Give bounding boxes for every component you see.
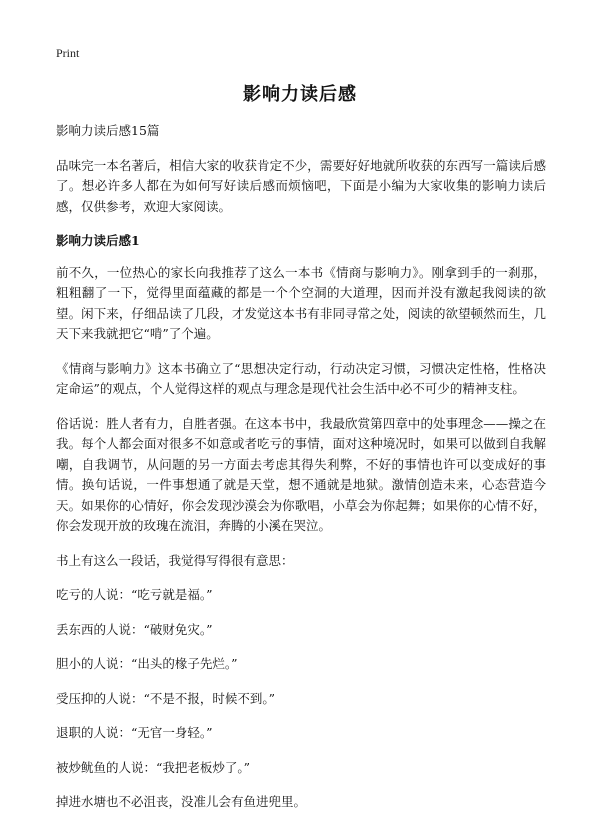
intro-paragraph: 品味完一本名著后，相信大家的收获肯定不少，需要好好地就所收获的东西写一篇读后感了。想必许多人都在为如何写好读后感而烦恼吧，下面是小编为大家收集的影响力读后感，仅供参考，欢迎大家阅读。 [56,157,546,214]
quote-line-4: 受压抑的人说：“不是不报，时候不到。” [56,690,276,706]
paragraph-3: 俗话说：胜人者有力，自胜者强。在这本书中，我最欣赏第四章中的处事理念——操之在我。每个人都会面对很多不如意或者吃亏的事情，面对这种境况时，如果可以做到自我解嘲，自我调节，从问题的另一方面去考虑其得失利弊，不好的事情也许可以变成好的事情。换句话说，一件事想通了就是天堂，想不通就是地狱。激情创造未来，心态营造今天。如果你的心情好，你会发现沙漠会为你歌唱，小草会为你起舞；如果你的心情不好，你会发现开放的玫瑰在流泪，奔腾的小溪在哭泣。 [56,415,546,533]
quote-line-3: 胆小的人说：“出头的椽子先烂。” [56,656,238,671]
quote-line-2: 丢东西的人说：“破财免灾。” [56,621,213,637]
article-subtitle: 影响力读后感15篇 [56,123,160,138]
page-title: 影响力读后感 [243,84,357,105]
article-body [56,121,546,827]
section-heading: 影响力读后感1 [56,233,140,248]
print-link[interactable]: Print [56,46,80,60]
closing-line: 掉进水塘也不必沮丧，没准儿会有鱼进兜里。 [56,794,307,809]
paragraph-4: 书上有这么一段话，我觉得写得很有意思： [56,552,294,568]
paragraph-1: 前不久，一位热心的家长向我推荐了这么一本书《情商与影响力》。刚拿到手的一刹那，粗粗翻了一下，觉得里面蕴藏的都是一个个空洞的大道理，因而并没有激起我阅读的欲望。闲下来，仔细品读了几段，才发觉这本书有非同寻常之处，阅读的欲望顿然而生，几天下来我就把它“啃”了个遍。 [56,264,546,341]
quote-line-1: 吃亏的人说：“吃亏就是福。” [56,587,213,602]
quote-line-6: 被炒鱿鱼的人说：“我把老板炒了。” [56,759,251,775]
paragraph-2: 《情商与影响力》这本书确立了“思想决定行动，行动决定习惯，习惯决定性格，性格决定命运”的观点，个人觉得这样的观点与理念是现代社会生活中必不可少的精神支柱。 [56,360,546,396]
quote-line-5: 退职的人说：“无官一身轻。” [56,725,213,740]
